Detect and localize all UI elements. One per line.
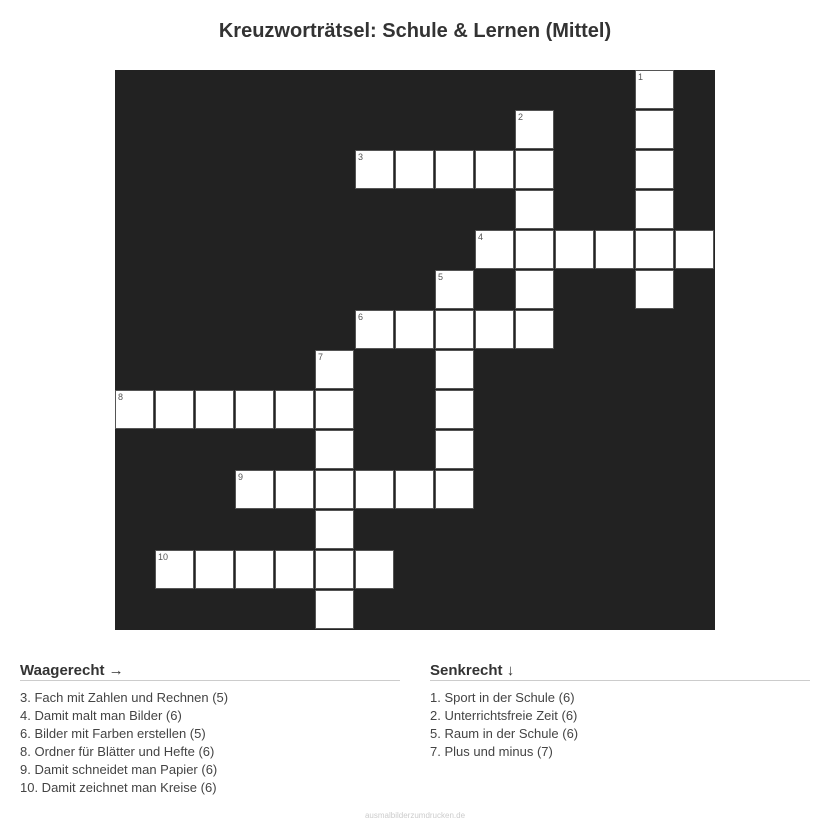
- across-heading: Waagerecht →: [20, 662, 400, 681]
- grid-cell[interactable]: [115, 390, 154, 429]
- grid-cell[interactable]: [275, 470, 314, 509]
- grid-cell[interactable]: [475, 150, 514, 189]
- clue-number: 5: [438, 272, 444, 282]
- grid-cell[interactable]: [675, 230, 714, 269]
- down-heading: Senkrecht ↓: [430, 662, 810, 681]
- grid-cell[interactable]: [595, 230, 634, 269]
- grid-cell[interactable]: [435, 150, 474, 189]
- grid-cell[interactable]: [635, 230, 674, 269]
- grid-cell[interactable]: [515, 230, 554, 269]
- grid-cell[interactable]: [275, 390, 314, 429]
- grid-cell[interactable]: [315, 430, 354, 469]
- across-clue-list: [20, 689, 400, 797]
- clue-number: 3: [358, 152, 364, 162]
- grid-cell[interactable]: [515, 110, 554, 149]
- clue-number: 4: [478, 232, 484, 242]
- grid-cell[interactable]: [515, 150, 554, 189]
- grid-cell[interactable]: [435, 430, 474, 469]
- grid-cell[interactable]: [435, 310, 474, 349]
- grid-cell[interactable]: [395, 310, 434, 349]
- clue-number: 8: [118, 392, 124, 402]
- grid-cell[interactable]: [315, 590, 354, 629]
- puzzle-title: Kreuzworträtsel: Schule & Lernen (Mittel): [218, 20, 612, 42]
- grid-cell[interactable]: [435, 470, 474, 509]
- grid-cell[interactable]: [515, 310, 554, 349]
- grid-cell[interactable]: [155, 550, 194, 589]
- grid-cell[interactable]: [315, 350, 354, 389]
- grid-cell[interactable]: [275, 550, 314, 589]
- grid-cell[interactable]: [435, 390, 474, 429]
- grid-cell[interactable]: [635, 70, 674, 109]
- grid-cell[interactable]: [635, 110, 674, 149]
- clue-item: 2. Unterrichtsfreie Zeit (6): [430, 708, 578, 723]
- grid-cell[interactable]: [235, 470, 274, 509]
- grid-cell[interactable]: [235, 550, 274, 589]
- clue-number: 6: [358, 312, 364, 322]
- grid-cell[interactable]: [155, 390, 194, 429]
- grid-cell[interactable]: [315, 510, 354, 549]
- grid-cell[interactable]: [315, 390, 354, 429]
- grid-cell[interactable]: [395, 470, 434, 509]
- grid-cell[interactable]: [315, 470, 354, 509]
- grid-cell[interactable]: [395, 150, 434, 189]
- clue-item: 4. Damit malt man Bilder (6): [20, 708, 182, 723]
- grid-cell[interactable]: [635, 270, 674, 309]
- clue-item: 8. Ordner für Blätter und Hefte (6): [20, 744, 215, 759]
- grid-cell[interactable]: [355, 470, 394, 509]
- clue-number: 10: [158, 552, 169, 562]
- grid-cell[interactable]: [435, 270, 474, 309]
- clue-item: 10. Damit zeichnet man Kreise (6): [20, 780, 217, 795]
- grid-cell[interactable]: [555, 230, 594, 269]
- grid-cell[interactable]: [195, 550, 234, 589]
- clue-number: 1: [638, 72, 644, 82]
- clue-item: 5. Raum in der Schule (6): [430, 726, 579, 741]
- grid-cell[interactable]: [195, 390, 234, 429]
- grid-cell[interactable]: [355, 310, 394, 349]
- grid-cell[interactable]: [315, 550, 354, 589]
- clue-item: 9. Damit schneidet man Papier (6): [20, 762, 218, 777]
- across-clues: [20, 662, 400, 797]
- grid-cell[interactable]: [635, 190, 674, 229]
- clue-number: 9: [238, 472, 244, 482]
- clue-item: 3. Fach mit Zahlen und Rechnen (5): [20, 690, 229, 705]
- grid-cell[interactable]: [475, 310, 514, 349]
- clue-number: 2: [518, 112, 524, 122]
- clue-number: 7: [318, 352, 324, 362]
- clue-item: 7. Plus und minus (7): [430, 744, 553, 759]
- crossword-grid: [115, 70, 715, 630]
- down-clues: [430, 662, 810, 761]
- grid-cell[interactable]: [635, 150, 674, 189]
- footer-credit: ausmalbilderzumdrucken.de: [364, 811, 466, 820]
- grid-cell[interactable]: [475, 230, 514, 269]
- grid-cell[interactable]: [515, 270, 554, 309]
- clue-item: 1. Sport in der Schule (6): [430, 690, 575, 705]
- grid-cell[interactable]: [235, 390, 274, 429]
- grid-cell[interactable]: [355, 550, 394, 589]
- grid-cell[interactable]: [435, 350, 474, 389]
- grid-cell[interactable]: [515, 190, 554, 229]
- clue-item: 6. Bilder mit Farben erstellen (5): [20, 726, 206, 741]
- down-clue-list: [430, 689, 810, 761]
- grid-cell[interactable]: [355, 150, 394, 189]
